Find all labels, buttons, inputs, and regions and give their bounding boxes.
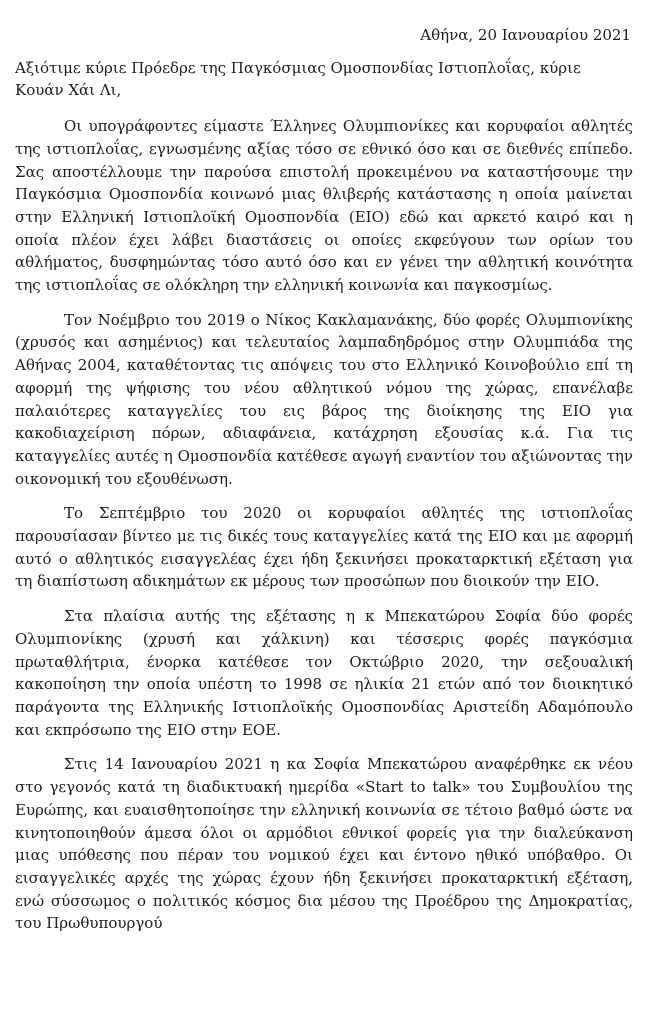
paragraph-bekatorou-testimony: Στα πλαίσια αυτής της εξέτασης η κ Μπεκατώρου Σοφία δύο φορές Ολυμπιονίκης (χρυσή και χάλκινη) και τέσσερις φορές παγκόσμια πρωταθλήτρια, ένορκα κατέθεσε τον Οκτώβριο 2020, την σεξουαλική κακοποίηση την οποία υπέστη το 1998 σε ηλικία 21 ετών από τον διοικητικό παράγοντα της Ελληνικής Ιστιοπλοϊκής Ομοσπονδίας Αριστείδη Αδαμόπουλο και εκπρόσωπο της ΕΙΟ στην ΕΟΕ.: [15, 607, 633, 739]
paragraph-intro: Οι υπογράφοντες είμαστε Έλληνες Ολυμπιονίκες και κορυφαίοι αθλητές της ιστιοπλοΐας, εγνωσμένης αξίας τόσο σε εθνικό όσο και σε διεθνές επίπεδο. Σας αποστέλλουμε την παρούσα επιστολή προκειμένου να καταστήσουμε την Παγκόσμια Ομοσπονδία κοινωνό μιας θλιβερής κατάστασης η οποία μαίνεται στην Ελληνική Ιστιοπλοϊκή Ομοσπονδία (ΕΙΟ) εδώ και αρκετό καιρό και η οποία πλέον έχει λάβει διαστάσεις οι οποίες εκφεύγουν των ορίων του αθλήματος, δυσφημώντας τόσο αυτό όσο και εν γένει την αθλητική κοινότητα της ιστιοπλοΐας σε ολόκληρη την ελληνική κοινωνία και παγκοσμίως.: [15, 117, 633, 295]
paragraph-start-to-talk: Στις 14 Ιανουαρίου 2021 η κα Σοφία Μπεκατώρου αναφέρθηκε εκ νέου στο γεγονός κατά τη διαδικτυακή ημερίδα «Start to talk» του Συμβουλίου της Ευρώπης, και ευαισθητοποίησε την ελληνική κοινωνία σε τέτοιο βαθμό ώστε να κινητοποιηθούν άμεσα όλοι οι αρμόδιοι εθνικοί φορείς για την διαλεύκανση μιας υπόθεσης που πέραν του νομικού έχει και έντονο ηθικό υπόβαθρο. Οι εισαγγελικές αρχές της χώρας έχουν ήδη ξεκινήσει προκαταρκτική εξέταση, ενώ σύσσωμος ο πολιτικός κόσμος δια μέσου της Προέδρου της Δημοκρατίας, του Πρωθυπουργού: [15, 755, 633, 933]
salutation: Αξιότιμε κύριε Πρόεδρε της Παγκόσμιας Ομοσπονδίας Ιστιοπλοΐας, κύριε Κουάν Χάι Λι,: [15, 58, 581, 100]
paragraph-athletes-video: Το Σεπτέμβριο του 2020 οι κορυφαίοι αθλητές της ιστιοπλοΐας παρουσίασαν βίντεο με τις δικές τους καταγγελίες κατά της ΕΙΟ και με αφορμή αυτό ο αθλητικός εισαγγελέας έχει ήδη ξεκινήσει προκαταρκτική εξέταση για τη διαπίστωση αδικημάτων εκ μέρους των προσώπων που διοικούν την ΕΙΟ.: [15, 504, 633, 591]
letter-date: Αθήνα, 20 Ιανουαρίου 2021: [420, 26, 631, 44]
paragraph-kaklamanakis: Τον Νοέμβριο του 2019 ο Νίκος Κακλαμανάκης, δύο φορές Ολυμπιονίκης (χρυσός και ασημένιος) και τελευταίος λαμπαδηδρόμος στην Ολυμπιάδα της Αθήνας 2004, καταθέτοντας τις απόψεις του στο Ελληνικό Κοινοβούλιο επί τη αφορμή της ψήφισης του νέου αθλητικού νόμου της χώρας, επανέλαβε παλαιότερες καταγγελίες του εις βάρος της διοίκησης της ΕΙΟ για κακοδιαχείριση πόρων, αδιαφάνεια, κατάχρηση εξουσίας κ.ά. Για τις καταγγελίες αυτές η Ομοσπονδία κατέθεσε αγωγή εναντίον του αξιώνοντας την οικονομική του εξουθένωση.: [15, 310, 633, 488]
